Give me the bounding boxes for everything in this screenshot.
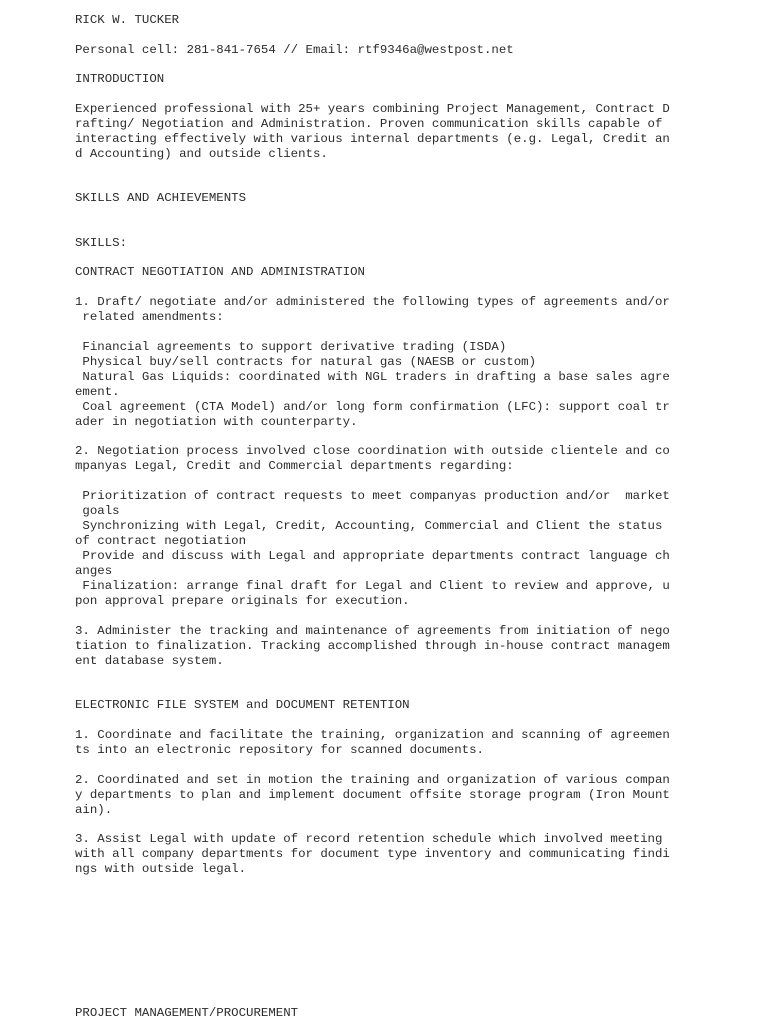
agreement-type: Natural Gas Liquids: coordinated with NGL traders in drafting a base sales agre — [75, 370, 670, 384]
efs-item-2: y departments to plan and implement document offsite storage program (Iron Mount — [75, 788, 670, 802]
efs-item-1: ts into an electronic repository for scanned documents. — [75, 743, 484, 757]
efs-item-3: 3. Assist Legal with update of record retention schedule which involved meeting — [75, 832, 663, 846]
contract-item-3: ent database system. — [75, 654, 224, 668]
efs-heading: ELECTRONIC FILE SYSTEM and DOCUMENT RETENTION — [75, 698, 410, 712]
contract-heading: CONTRACT NEGOTIATION AND ADMINISTRATION — [75, 265, 365, 279]
efs-item-3: with all company departments for document type inventory and communicating findi — [75, 847, 670, 861]
contract-item-2: mpanyas Legal, Credit and Commercial departments regarding: — [75, 459, 514, 473]
negotiation-point: goals — [75, 504, 120, 518]
contract-item-1: related amendments: — [75, 310, 224, 324]
resume-name: RICK W. TUCKER — [75, 13, 180, 27]
skills-heading: SKILLS: — [75, 236, 128, 250]
contract-item-3: 3. Administer the tracking and maintenance of agreements from initiation of nego — [75, 624, 670, 638]
contract-item-1: 1. Draft/ negotiate and/or administered the following types of agreements and/or — [75, 295, 670, 309]
contract-item-2: 2. Negotiation process involved close coordination with outside clientele and co — [75, 444, 670, 458]
efs-item-3: ngs with outside legal. — [75, 862, 247, 876]
skills-achievements-heading: SKILLS AND ACHIEVEMENTS — [75, 191, 247, 205]
negotiation-point: Prioritization of contract requests to meet companyas production and/or market — [75, 489, 670, 503]
pm-heading: PROJECT MANAGEMENT/PROCUREMENT — [75, 1006, 299, 1020]
negotiation-point: Finalization: arrange final draft for Legal and Client to review and approve, u — [75, 579, 670, 593]
agreement-type: ader in negotiation with counterparty. — [75, 415, 358, 429]
contract-item-3: tiation to finalization. Tracking accomplished through in-house contract managem — [75, 639, 670, 653]
contact-line: Personal cell: 281-841-7654 // Email: rtf9346a@westpost.net — [75, 43, 514, 57]
negotiation-point: pon approval prepare originals for execution. — [75, 594, 410, 608]
agreement-type: Physical buy/sell contracts for natural gas (NAESB or custom) — [75, 355, 537, 369]
efs-item-2: ain). — [75, 803, 113, 817]
negotiation-point: Provide and discuss with Legal and appropriate departments contract language ch — [75, 549, 670, 563]
negotiation-point: of contract negotiation — [75, 534, 247, 548]
intro-line: rafting/ Negotiation and Administration. Proven communication skills capable of — [75, 117, 663, 131]
negotiation-point: anges — [75, 564, 113, 578]
intro-line: interacting effectively with various internal departments (e.g. Legal, Credit an — [75, 132, 670, 146]
agreement-type: Financial agreements to support derivative trading (ISDA) — [75, 340, 507, 354]
efs-item-1: 1. Coordinate and facilitate the training, organization and scanning of agreemen — [75, 728, 670, 742]
intro-line: Experienced professional with 25+ years combining Project Management, Contract D — [75, 102, 670, 116]
agreement-type: Coal agreement (CTA Model) and/or long form confirmation (LFC): support coal tr — [75, 400, 670, 414]
intro-heading: INTRODUCTION — [75, 72, 165, 86]
efs-item-2: 2. Coordinated and set in motion the training and organization of various compan — [75, 773, 670, 787]
agreement-type: ement. — [75, 385, 120, 399]
intro-line: d Accounting) and outside clients. — [75, 147, 328, 161]
negotiation-point: Synchronizing with Legal, Credit, Accounting, Commercial and Client the status — [75, 519, 663, 533]
